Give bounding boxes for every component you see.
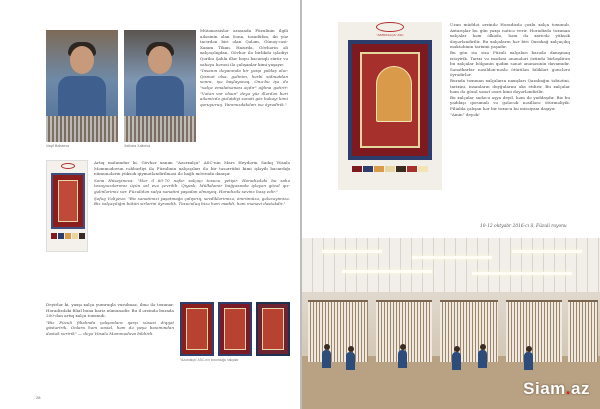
rug-image: [180, 302, 214, 356]
color-swatches: [352, 166, 428, 174]
site-watermark: Siam.az: [523, 379, 590, 398]
right-column: [450, 22, 570, 117]
quote-paragraph: "İnsanın doyanında bir yaxşı yoldaş olur. Qismət olsa, gəlinim, hərbi xidmətdən sonra, işə başlayacaq. Onu-bu işə də "xalça emalatxanası açdır" ağlına gətirir: "Vətən var olsun" deyə yüz illərdən bəri ailəmizdə gizlətdiyi sənəti göz bəbəyi kimi qoruyuruq. Yanımızdakıları isə öyrədirik.": [200, 68, 288, 107]
brand-name: "AZƏRXALÇA" ASC: [376, 33, 404, 37]
photo-weaver-1: [46, 30, 118, 142]
left-top-column: [200, 28, 288, 108]
photo-caption-2: Xalkara Xalbeva: [124, 144, 151, 148]
featured-rug-card: [338, 22, 442, 190]
paragraph: Mütəxəssislər arasında Füzulinin ilgili ailəsinin olan Sona, təsadüfən, iki yüz tacirdən biri olan Qələm, Günəş-cəsi-Xanım Tikan. Hazırda, Gövhərin əli xalçaçılıqdan, Gövhər ilə birlikdə işlədiyi Qəribə Şahla illər boyu bacarıqlı sürür və sahəyə həvəsi ilə çalışanlar kimi yaşayır.: [200, 28, 288, 67]
quote-paragraph: Şəfəq Vəliyeva: "Biz sənətimizi yaşatmağa çalışırıq, sevdiklərimizə, ömrümüzə, gələcəyimizə. Biz xalçaçılığın bütün sirlərini öyrəndik. Toxuculuq bizə həm maddi, həm mənəvi dəstəkdir.": [94, 195, 290, 207]
brand-logo-icon: [376, 22, 404, 32]
rug-image: [51, 173, 85, 229]
color-swatches: [51, 233, 85, 239]
watermark-brand: Siam: [523, 379, 566, 398]
paragraph: Bu gün isə sizə Füzuli xalçaları barədə danışmaq istəyirik. Tarixi və mədəni ənənələri özündə birləşdirən bu xalçalar bölgənin qədim sənət ənənəsinin davamıdır. Sənətkarlar nəsildən-nəslə ötürülən bilikləri gənclərə öyrədirlər.: [450, 49, 570, 78]
brand-logo-icon: [61, 163, 75, 169]
left-lower-column: [46, 302, 174, 338]
paragraph: "Amin" deyək!: [450, 111, 480, 117]
page-number: 28: [36, 395, 41, 400]
quote-paragraph: "Biz Füzuli filialında çalışanlara qarşı xüsusi diqqət göstəririk. Onlara həm sosial, həm də peşə baxımından dəstək veririk" — deyə Vüsalə Məmmədova bildirdi.: [46, 319, 174, 336]
rug-card-small: [46, 160, 88, 252]
rug-image: [348, 40, 432, 160]
rug-image: [218, 302, 252, 356]
right-page: [302, 0, 600, 409]
rug-gallery: [180, 302, 290, 366]
photo-caption-1: Vaqif Babaeva: [46, 144, 70, 148]
rug-gallery-caption: "Azərxalça" ASC-nin toxunduğu xalçalar: [180, 358, 239, 362]
left-main-column: [94, 160, 290, 208]
watermark-tld: az: [571, 379, 590, 398]
paragraph: Burada toxunan xalçaların naxışları Qarabağın təbiətini, tarixini, insanların duyğularını əks etdirir. Bu xalçalar həm də gözəl sənət əsəri kimi dəyərləndirilir.: [450, 77, 570, 95]
quote-paragraph: Sona Hüseyinova: "Hər il 60-70 nəfər xalçaçı toxucu yetişir. Horadizdəki bu sahə toxuyucularımız üçün əsl evə çevrilib. Qiyaslı, Mülkdəmir bağçasında işləyən gözəl qız-gəlinlərimiz var. Füzulidən xalça sənətini yaşadan olmayaq, Horadizdə sevinc bəxş edir.": [94, 177, 290, 194]
paragraph: Artıq məlumdur ki, Gövhər xanım "Azərxalça" ASC-nin Mars Heydərin Sadıq Vüsalə Məmmədovun rəhbərliyi ilə Füzulinin xalçaçıları ilə bir təsərrüfat kimi işləyib bacardığı nümunələrin yüksək qiymətləndirilməsi ilə bağlı mövzuda danışır.: [94, 160, 290, 177]
photo-weaver-2: [124, 30, 196, 142]
article-signature: 10-12 oktyabr 2016-cı il, Füzuli rayonu: [480, 224, 567, 229]
paragraph: Deyirlər ki, yaxşı xalça yumruqla vurulmaz, ilmə ilə toxunar. Horadizdəki filial buna bariz nümunədir. Bu il ərzində burada 200-dən artıq xalça toxunub.: [46, 302, 174, 319]
rug-image: [256, 302, 290, 356]
paragraph: Bu xalçalar sadəcə əşya deyil, həm də yaddaşdır. Biz bu yaddaşı qorumalı və gələcək nəsillərə ötürməliyik. Filialda çalışan hər bir toxucu bu missiyanı daşıyır.: [450, 94, 570, 111]
paragraph: Uzun müddət ərzində Horadizdə çoxlu xalça toxunub. Axtarışlar bu gün yaxşı nəticə verir. Horadizdə toxunan xalçalar həm ölkədə, həm də xaricdə yüksək dəyərləndirilir. Bu xalçaların hər biri Qarabağ xalçaçılıq məktəbinin tarixini yaşadır.: [450, 22, 570, 50]
